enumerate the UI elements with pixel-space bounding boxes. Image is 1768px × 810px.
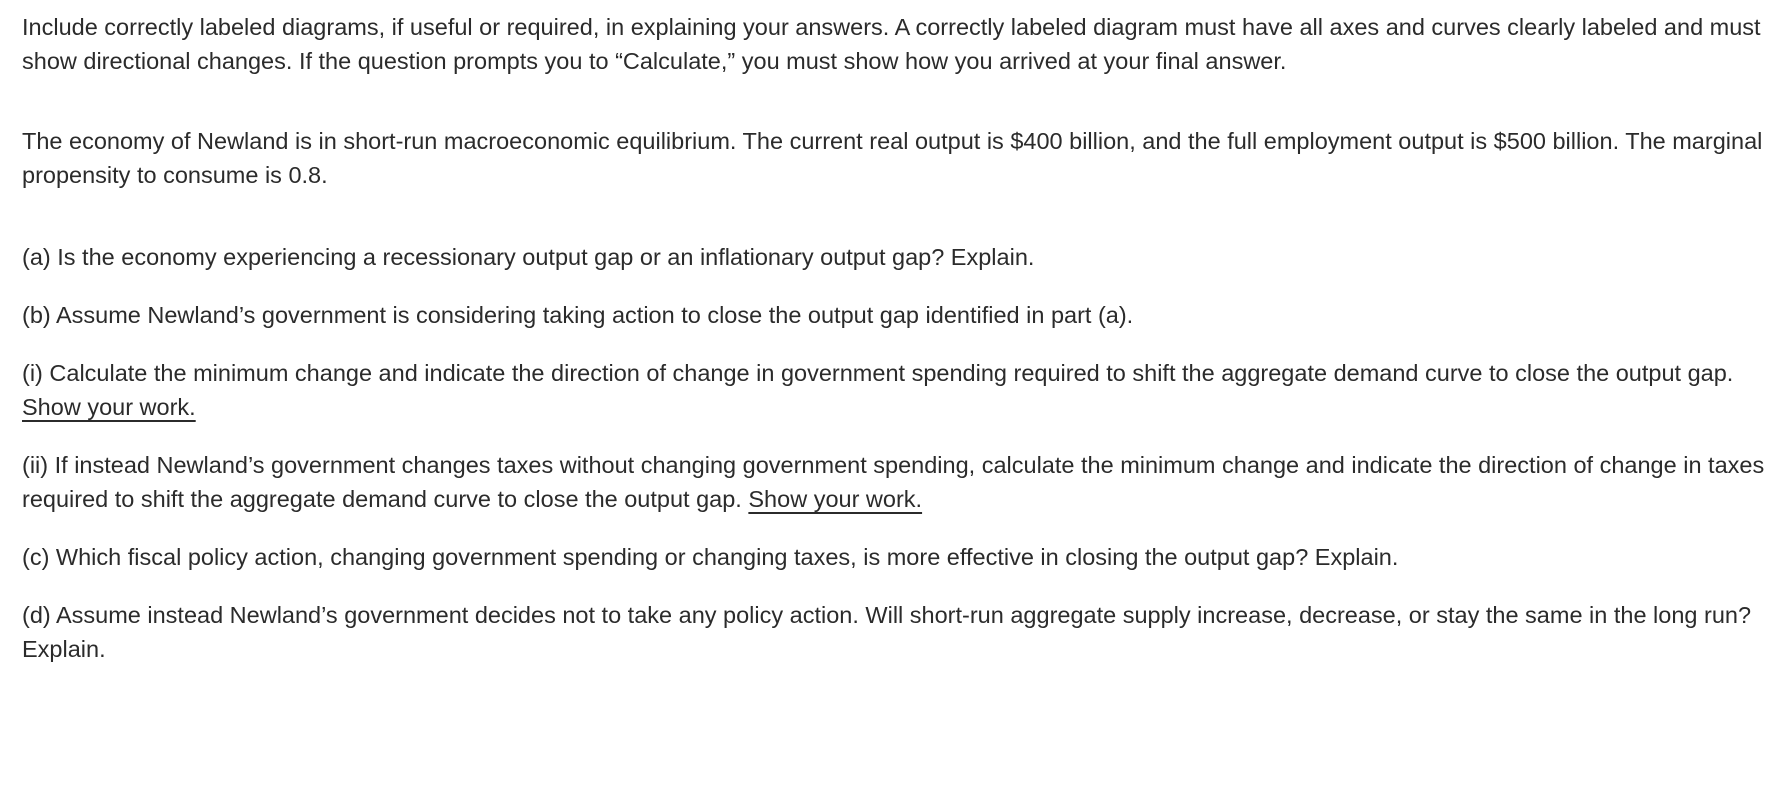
question-b-ii-text: (ii) If instead Newland’s government changes taxes without changing government spending, calculate the minimum change and indicate the direction of change in taxes required to shift the aggregate demand curve to close the output gap. — [22, 452, 1765, 512]
show-your-work-text: Show your work. — [22, 394, 196, 420]
question-b-i-text: (i) Calculate the minimum change and indicate the direction of change in government spending required to shift the aggregate demand curve to close the output gap. — [22, 360, 1734, 386]
question-b-ii — [22, 448, 1767, 516]
question-d: (d) Assume instead Newland’s government decides not to take any policy action. Will short-run aggregate supply increase, decrease, or stay the same in the long run? Explain. — [22, 602, 1752, 662]
scenario-paragraph: The economy of Newland is in short-run macroeconomic equilibrium. The current real output is $400 billion, and the full employment output is $500 billion. The marginal propensity to consume is 0.8. — [22, 128, 1763, 188]
question-b: (b) Assume Newland’s government is considering taking action to close the output gap identified in part (a). — [22, 302, 1134, 328]
question-c: (c) Which fiscal policy action, changing government spending or changing taxes, is more effective in closing the output gap? Explain. — [22, 544, 1399, 570]
instructions-paragraph: Include correctly labeled diagrams, if useful or required, in explaining your answers. A correctly labeled diagram must have all axes and curves clearly labeled and must show directional changes. If the question prompts you to “Calculate,” you must show how you arrived at your final answer. — [22, 14, 1761, 74]
question-b-i — [22, 356, 1767, 424]
document-body — [22, 10, 1767, 690]
show-your-work-text: Show your work. — [748, 486, 923, 512]
question-a: (a) Is the economy experiencing a recessionary output gap or an inflationary output gap? Explain. — [22, 244, 1035, 270]
